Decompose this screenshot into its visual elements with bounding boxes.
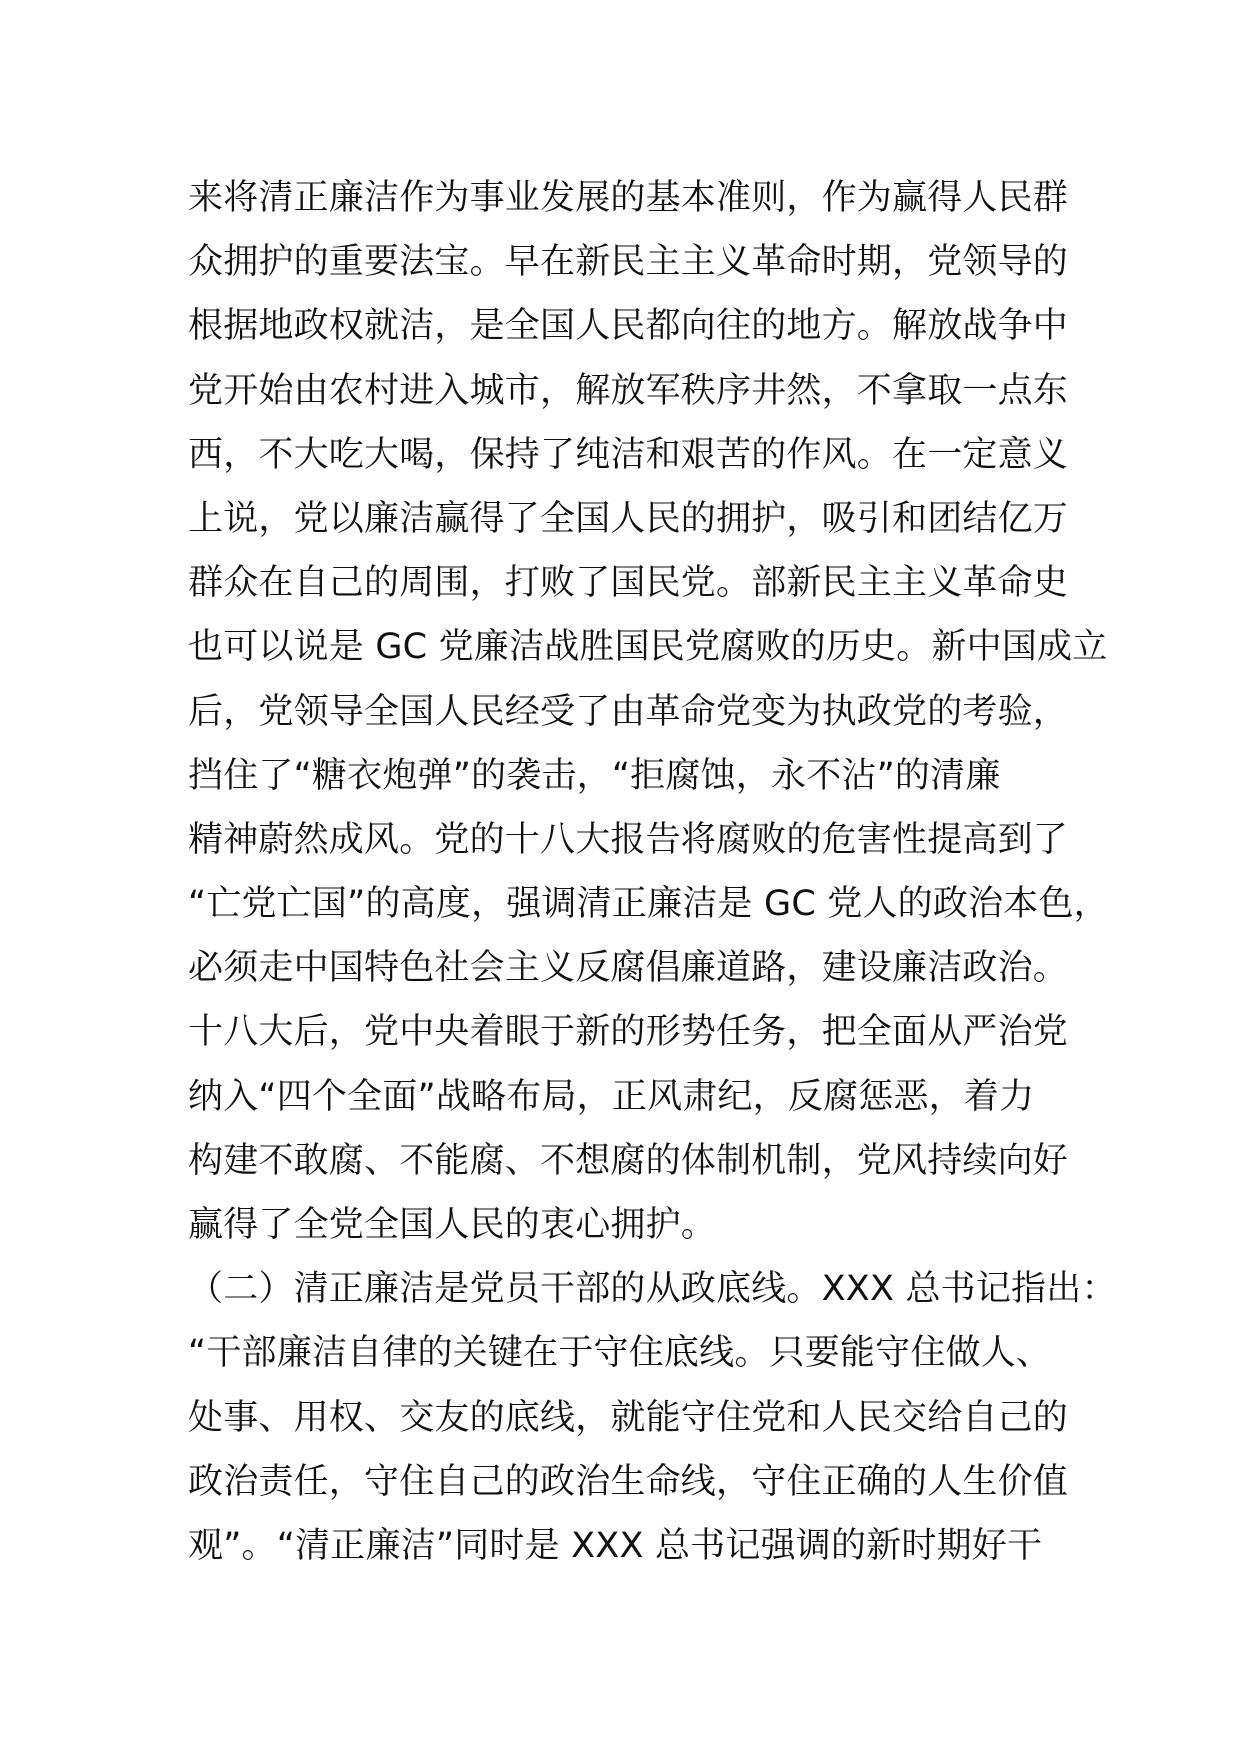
text-line: 党开始由农村进入城市，解放军秩序井然，不拿取一点东 [188,370,1069,411]
text-line: 十八大后，党中央着眼于新的形势任务，把全面从严治党 [188,1012,1069,1053]
text-line: 群众在自己的周围，打败了国民党。部新民主主义革命史 [188,563,1069,604]
body-text [188,166,1117,1578]
text-line: 后，党领导全国人民经受了由革命党变为执政党的考验， [188,691,1069,732]
text-line: 构建不敢腐、不能腐、不想腐的体制机制，党风持续向好 [188,1140,1069,1181]
text-line: 观”。“清正廉洁”同时是 XXX 总书记强调的新时期好干 [188,1525,1043,1566]
text-line: 挡住了“糖衣炮弹”的袭击，“拒腐蚀，永不沾”的清廉 [188,755,1001,796]
text-line: 也可以说是 GC 党廉洁战胜国民党腐败的历史。新中国成立 [188,627,1108,668]
text-line: 上说，党以廉洁赢得了全国人民的拥护，吸引和团结亿万 [188,498,1069,539]
text-line: 赢得了全党全国人民的衷心拥护。 [188,1205,717,1245]
text-line: 政治责任，守住自己的政治生命线，守住正确的人生价值 [188,1461,1069,1502]
text-line: 必须走中国特色社会主义反腐倡廉道路，建设廉洁政治。 [188,948,1069,989]
text-line: 众拥护的重要法宝。早在新民主主义革命时期，党领导的 [188,242,1069,283]
text-line: “亡党亡国”的高度，强调清正廉洁是 GC 党人的政治本色， [188,884,1109,925]
section-heading-line: （二）清正廉洁是党员干部的从政底线。XXX 总书记指出： [188,1269,1117,1310]
text-line: 精神蔚然成风。党的十八大报告将腐败的危害性提高到了 [188,819,1069,860]
text-line: 西，不大吃大喝，保持了纯洁和艰苦的作风。在一定意义 [188,434,1069,475]
text-line: 纳入“四个全面”战略布局，正风肃纪，反腐惩恶，着力 [188,1076,1035,1117]
text-line: 处事、用权、交友的底线，就能守住党和人民交给自己的 [188,1397,1069,1438]
text-line: 根据地政权就洁，是全国人民都向往的地方。解放战争中 [188,306,1069,347]
text-line: 来将清正廉洁作为事业发展的基本准则，作为赢得人民群 [188,178,1069,218]
text-line: “干部廉洁自律的关键在于守住底线。只要能守住做人、 [188,1333,1052,1374]
